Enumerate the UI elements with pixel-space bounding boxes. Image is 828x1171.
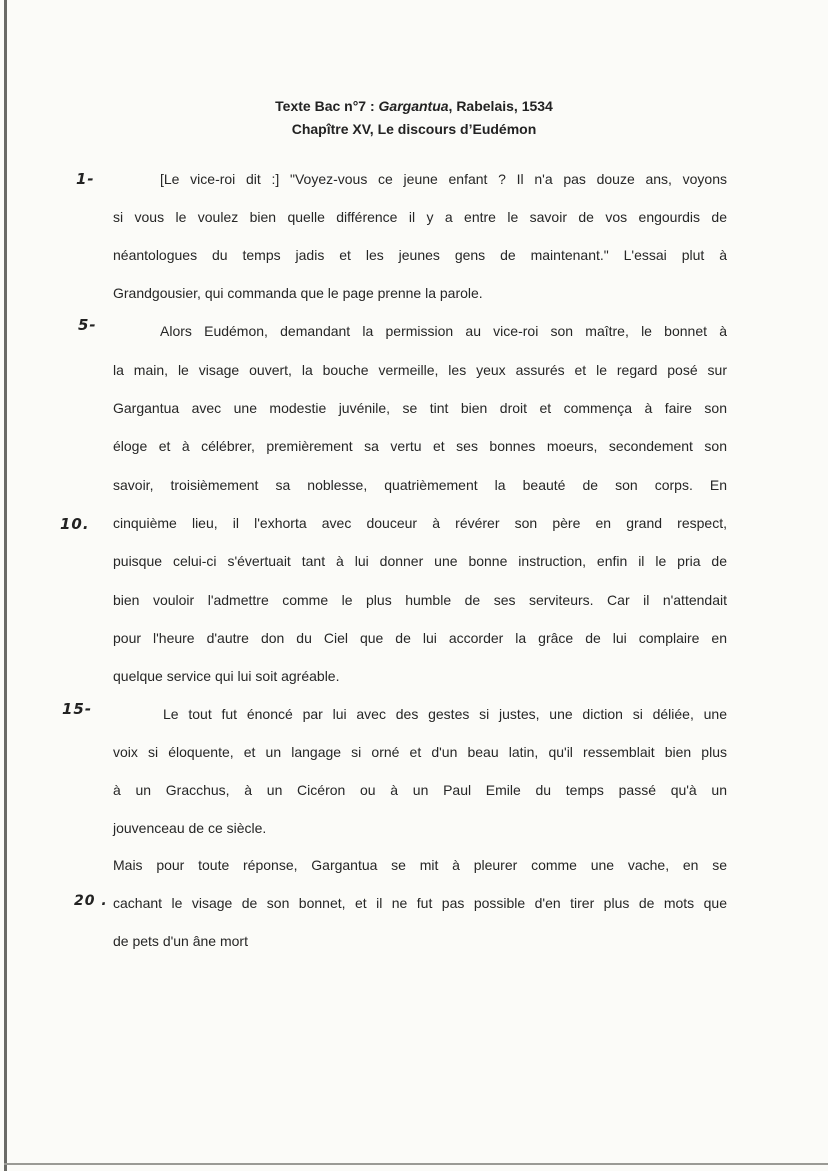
text-line: de pets d'un âne mort (113, 933, 248, 949)
text-line: savoir, troisièmement sa noblesse, quatrièmement la beauté de son corps. En (113, 477, 727, 493)
line-number-20: 20 . (74, 893, 108, 909)
line-number-15: 15- (62, 700, 93, 718)
text-line: la main, le visage ouvert, la bouche vermeille, les yeux assurés et le regard posé sur (113, 362, 727, 378)
document-title (0, 98, 828, 114)
line-number-1: 1- (76, 170, 95, 188)
text-line: à un Gracchus, à un Cicéron ou à un Paul Emile du temps passé qu'à un (113, 782, 727, 798)
text-line: quelque service qui lui soit agréable. (113, 668, 340, 684)
text-line: néantologues du temps jadis et les jeunes gens de maintenant." L'essai plut à (113, 247, 727, 263)
text-line: Mais pour toute réponse, Gargantua se mit à pleurer comme une vache, en se (113, 857, 727, 873)
text-line: jouvenceau de ce siècle. (113, 820, 267, 836)
text-line: voix si éloquente, et un langage si orné et d'un beau latin, qu'il ressemblait bien plus (113, 744, 727, 760)
title-work: Gargantua (378, 98, 449, 114)
text-line: puisque celui-ci s'évertuait tant à lui donner une bonne instruction, enfin il le pria de (113, 553, 727, 569)
text-line: Alors Eudémon, demandant la permission au vice-roi son maître, le bonnet à (160, 323, 727, 339)
text-line: Gargantua avec une modestie juvénile, se tint bien droit et commença à faire son (113, 400, 727, 416)
scan-bottom-edge (4, 1163, 828, 1165)
document-subtitle: Chapître XV, Le discours d’Eudémon (291, 121, 537, 137)
text-line: pour l'heure d'autre don du Ciel que de lui accorder la grâce de lui complaire en (113, 630, 727, 646)
text-line: bien vouloir l'admettre comme le plus humble de ses serviteurs. Car il n'attendait (113, 592, 727, 608)
text-line: si vous le voulez bien quelle différence il y a entre le savoir de vos engourdis de (113, 209, 727, 225)
text-line: [Le vice-roi dit :] "Voyez-vous ce jeune enfant ? Il n'a pas douze ans, voyons (160, 171, 727, 187)
text-line: Le tout fut énoncé par lui avec des gestes si justes, une diction si déliée, une (163, 706, 727, 722)
text-line: Grandgousier, qui commanda que le page prenne la parole. (113, 285, 483, 301)
line-number-10: 10. (60, 515, 90, 533)
text-line: cinquième lieu, il l'exhorta avec douceur à révérer son père en grand respect, (113, 515, 727, 531)
text-line: éloge et à célébrer, premièrement sa vertu et ses bonnes moeurs, secondement son (113, 438, 727, 454)
line-number-5: 5- (78, 316, 97, 334)
scan-left-edge (4, 0, 7, 1171)
title-prefix: Texte Bac n°7 : (275, 98, 379, 114)
text-line: cachant le visage de son bonnet, et il ne fut pas possible d'en tirer plus de mots que (113, 895, 727, 911)
title-suffix: , Rabelais, 1534 (448, 98, 553, 114)
